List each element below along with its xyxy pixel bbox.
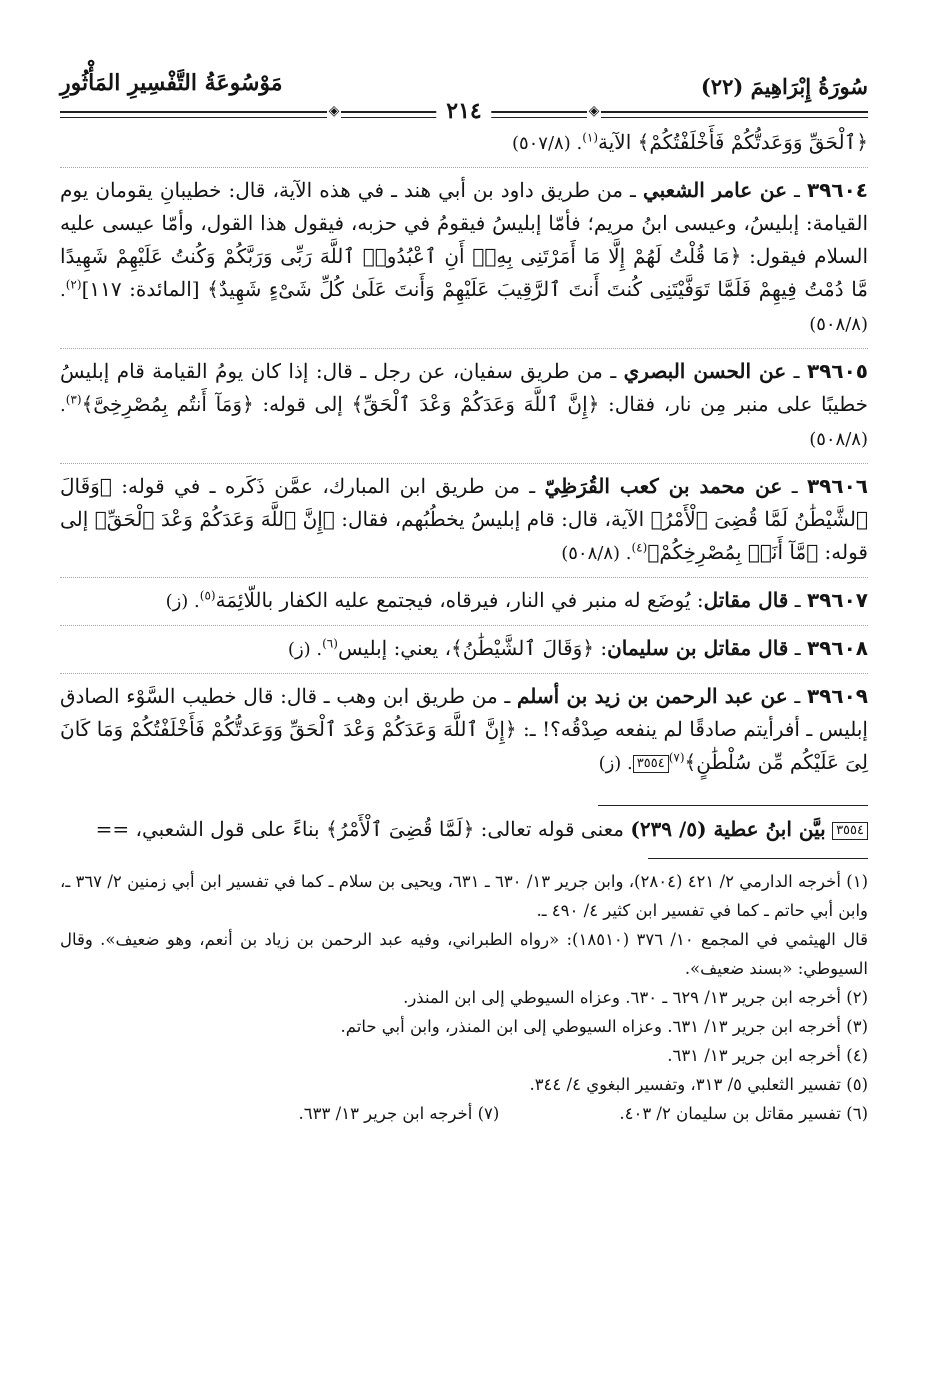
narration-number: ٣٩٦٠٩ <box>806 684 869 708</box>
page-number: ٢١٤ <box>436 98 491 124</box>
narration-number: ٣٩٦٠٨ <box>806 636 868 660</box>
reference: . (٥٠٨/٨) <box>561 543 632 564</box>
footnote-marker: (١) <box>582 130 599 145</box>
footnote-marker: (٣) <box>65 392 82 407</box>
page-header <box>60 62 868 126</box>
footnote: (٧) أخرجه ابن جرير ١٣/ ٦٣٣. <box>298 1104 500 1123</box>
footnote-marker: (٢) <box>65 277 82 292</box>
paragraph: ٣٩٦٠٧ ـ قال مقاتل: يُوضَع له منبر في النار، فيرقاه، فيجتمع عليه الكفار باللّائِمَة$^{(٥)}$. (ز) <box>60 578 868 626</box>
footnote: (٥) تفسير الثعلبي ٥/ ٣١٣، وتفسير البغوي ٤/ ٣٤٤. <box>529 1075 868 1094</box>
paragraph: ٣٩٦٠٩ ـ عن عبد الرحمن بن زيد بن أسلم ـ من طريق ابن وهب ـ قال: قال خطيب السَّوْء الصادق إبليس ـ أفرأيتم صادقًا لم ينفعه صِدْقُه؟! ـ: ﴿إِنَّ ٱللَّهَ وَعَدَكُمْ وَعْدَ ٱلْحَقِّ وَوَعَدتُّكُمْ فَأَخْلَفْتُكُمْ وَمَا كَانَ لِىَ عَلَيْكُم مِّن سُلْطَٰنٍ﴾$^{(٧)}$٣٥٥٤. (ز) <box>60 684 869 774</box>
page <box>60 62 868 1352</box>
ornament-icon: ◈ <box>588 103 600 119</box>
narration-text: ـ من طريق سفيان، عن رجل ـ قال: إذا كان يومُ القيامة قام إبليسُ خطيبًا على منبر مِن نار، فقال: ﴿إِنَّ ٱللَّهَ وَعَدَكُمْ وَعْدَ ٱلْحَقِّ﴾ إلى قوله: ﴿وَمَآ أَنتُم بِمُصْرِخِىَّ﴾ <box>60 359 868 416</box>
narration-text: ـ من طريق ابن وهب ـ قال: قال خطيب السَّوْء الصادق إبليس ـ أفرأيتم صادقًا لم ينفعه صِدْقُه؟! ـ: ﴿إِنَّ ٱللَّهَ وَعَدَكُمْ وَعْدَ ٱلْحَقِّ وَوَعَدتُّكُمْ فَأَخْلَفْتُكُمْ وَمَا كَانَ لِىَ عَلَيْكُم مِّن سُلْطَٰنٍ﴾ <box>60 684 868 774</box>
footnote: (٣) أخرجه ابن جرير ١٣/ ٦٣١. وعزاه السيوطي إلى ابن المنذر، وابن أبي حاتم. <box>340 1017 868 1036</box>
book-title: مَوْسُوعَةُ التَّفْسِيرِ المَأْثُورِ <box>60 70 283 96</box>
paragraph <box>60 126 868 168</box>
note-marker: ٣٥٥٤ <box>633 755 669 773</box>
footnotes <box>60 867 868 1128</box>
narration-text: ـ من طريق داود بن أبي هند ـ في هذه الآية، قال: خطيبانِ يقومان يوم القيامة: إبليسُ، وعيسى ابنُ مريم؛ فأمّا إبليسُ فيقومُ في حزبه، فيقول هذا القول، وأمّا عيسى عليه السلام فيقول: ﴿مَا قُلْتُ لَهُمْ إِلَّا مَا أَمَرْتَنِى بِهِۦٓ أَنِ ٱعْبُدُوا۟ ٱللَّهَ رَبِّى وَرَبَّكُمْ وَكُنتُ عَلَيْهِمْ شَهِيدًا مَّا دُمْتُ فِيهِمْ فَلَمَّا تَوَفَّيْتَنِى كُنتَ أَنتَ ٱلرَّقِيبَ عَلَيْهِمْ وَأَنتَ عَلَىٰ كُلِّ شَىْءٍ شَهِيدٌ﴾ [المائدة: ١١٧] <box>60 178 869 301</box>
narration-text: : يُوضَع له منبر في النار، فيرقاه، فيجتمع عليه الكفار باللّائِمَة <box>215 588 704 612</box>
footnote-marker: (٤) <box>631 540 648 555</box>
paragraph: ٣٩٦٠٥ ـ عن الحسن البصري ـ من طريق سفيان، عن رجل ـ قال: إذا كان يومُ القيامة قام إبليسُ خطيبًا على منبر مِن نار، فقال: ﴿إِنَّ ٱللَّهَ وَعَدَكُمْ وَعْدَ ٱلْحَقِّ﴾ إلى قوله: ﴿وَمَآ أَنتُم بِمُصْرِخِىَّ﴾$^{(٣)}$. (٥٠٨/٨) <box>60 349 868 464</box>
footnote: (١) أخرجه الدارمي ٢/ ٤٢١ (٢٨٠٤)، وابن جرير ١٣/ ٦٣٠ ـ ٦٣١، ويحيى بن سلام ـ كما في تفسير ابن أبي زمنين ٢/ ٣٦٧ ـ، وابن أبي حاتم ـ كما في تفسير ابن كثير ٤/ ٤٩٠ ـ. <box>60 872 868 920</box>
main-text <box>60 126 868 787</box>
narration-number: ٣٩٦٠٧ <box>806 588 868 612</box>
narrator: عن الحسن البصري <box>623 359 787 383</box>
surah-title: سُورَةُ إِبْرَاهِيمَ (٢٢) <box>700 74 868 99</box>
note-separator <box>598 805 868 806</box>
footnote-marker: (٦) <box>322 636 338 651</box>
footnote-marker: (٥) <box>199 588 216 603</box>
reference: . (ز) <box>598 753 633 774</box>
note-text: معنى قوله تعالى: ﴿لَمَّا قُضِىَ ٱلْأَمْرُ﴾ بناءً على قول الشعبي، == <box>95 817 624 841</box>
note-number: ٣٥٥٤ <box>832 822 868 840</box>
reference: . (٥٠٧/٨) <box>511 133 583 154</box>
footnote: (٤) أخرجه ابن جرير ١٣/ ٦٣١. <box>667 1046 868 1065</box>
footnote: قال الهيثمي في المجمع ١٠/ ٣٧٦ (١٨٥١٠): «رواه الطبراني، وفيه عبد الرحمن بن زياد بن أنعم، وهو ضعيف». وقال السيوطي: «بسند ضعيف». <box>60 930 868 978</box>
paragraph: ٣٩٦٠٦ ـ عن محمد بن كعب القُرَظِيّ ـ من طريق ابن المبارك، عمَّن ذَكَره ـ في قوله: ﴿وَقَالَ ٱلشَّيْطَٰنُ لَمَّا قُضِىَ ٱلْأَمْرُ﴾ الآية، قال: قام إبليسُ يخطُبُهم، فقال: ﴿إِنَّ ٱللَّهَ وَعَدَكُمْ وَعْدَ ٱلْحَقِّ﴾ إلى قوله: ﴿مَّآ أَنَا۠ بِمُصْرِخِكُمْ﴾$^{(٤)}$. (٥٠٨/٨) <box>60 464 868 578</box>
footnote-marker: (٧) <box>668 750 685 765</box>
verse-text: ﴿ٱلْحَقِّ وَوَعَدتُّكُمْ فَأَخْلَفْتُكُمْ﴾ الآية <box>598 130 868 154</box>
paragraph: ٣٩٦٠٨ ـ قال مقاتل بن سليمان: ﴿وَقَالَ ٱلشَّيْطَٰنُ﴾، يعني: إبليس$^{(٦)}$. (ز) <box>60 626 868 674</box>
narration-number: ٣٩٦٠٤ <box>806 178 868 202</box>
editor-note <box>60 812 868 846</box>
footnote-separator <box>648 858 868 859</box>
footnote: (٦) تفسير مقاتل بن سليمان ٢/ ٤٠٣. <box>619 1104 868 1123</box>
narrator: عن عامر الشعبي <box>642 178 788 202</box>
reference: . (ز) <box>287 639 323 660</box>
paragraph: ٣٩٦٠٤ ـ عن عامر الشعبي ـ من طريق داود بن أبي هند ـ في هذه الآية، قال: خطيبانِ يقومان يوم القيامة: إبليسُ، وعيسى ابنُ مريم؛ فأمّا إبليسُ فيقومُ في حزبه، فيقول هذا القول، وأمّا عيسى عليه السلام فيقول: ﴿مَا قُلْتُ لَهُمْ إِلَّا مَا أَمَرْتَنِى بِهِۦٓ أَنِ ٱعْبُدُوا۟ ٱللَّهَ رَبِّى وَرَبَّكُمْ وَكُنتُ عَلَيْهِمْ شَهِيدًا مَّا دُمْتُ فِيهِمْ فَلَمَّا تَوَفَّيْتَنِى كُنتَ أَنتَ ٱلرَّقِيبَ عَلَيْهِمْ وَأَنتَ عَلَىٰ كُلِّ شَىْءٍ شَهِيدٌ﴾ [المائدة: ١١٧]$^{(٢)}$. (٥٠٨/٨) <box>60 168 868 349</box>
narrator: قال مقاتل بن سليمان <box>607 636 789 660</box>
reference: . (ز) <box>165 591 200 612</box>
narrator: عن عبد الرحمن بن زيد بن أسلم <box>516 684 788 708</box>
narration-text: : ﴿وَقَالَ ٱلشَّيْطَٰنُ﴾، يعني: إبليس <box>337 636 608 660</box>
narrator: عن محمد بن كعب القُرَظِيّ <box>544 474 783 498</box>
narration-number: ٣٩٦٠٥ <box>806 359 868 383</box>
footnote: (٢) أخرجه ابن جرير ١٣/ ٦٢٩ ـ ٦٣٠. وعزاه السيوطي إلى ابن المنذر. <box>403 988 868 1007</box>
narration-text: ـ من طريق ابن المبارك، عمَّن ذَكَره ـ في قوله: ﴿وَقَالَ ٱلشَّيْطَٰنُ لَمَّا قُضِىَ ٱلْأَمْرُ﴾ الآية، قال: قام إبليسُ يخطُبُهم، فقال: ﴿إِنَّ ٱللَّهَ وَعَدَكُمْ وَعْدَ ٱلْحَقِّ﴾ إلى قوله: ﴿مَّآ أَنَا۠ بِمُصْرِخِكُمْ﴾ <box>60 474 868 564</box>
reference: . (٥٠٨/٨) <box>60 395 868 450</box>
narrator: قال مقاتل <box>703 588 789 612</box>
footnote-row <box>60 1099 868 1128</box>
note-attribution: بيَّن ابنُ عطية (٥/ ٢٣٩) <box>630 817 826 841</box>
narration-number: ٣٩٦٠٦ <box>806 474 869 498</box>
reference: . (٥٠٨/٨) <box>60 280 868 335</box>
ornament-icon: ◈ <box>328 103 340 119</box>
